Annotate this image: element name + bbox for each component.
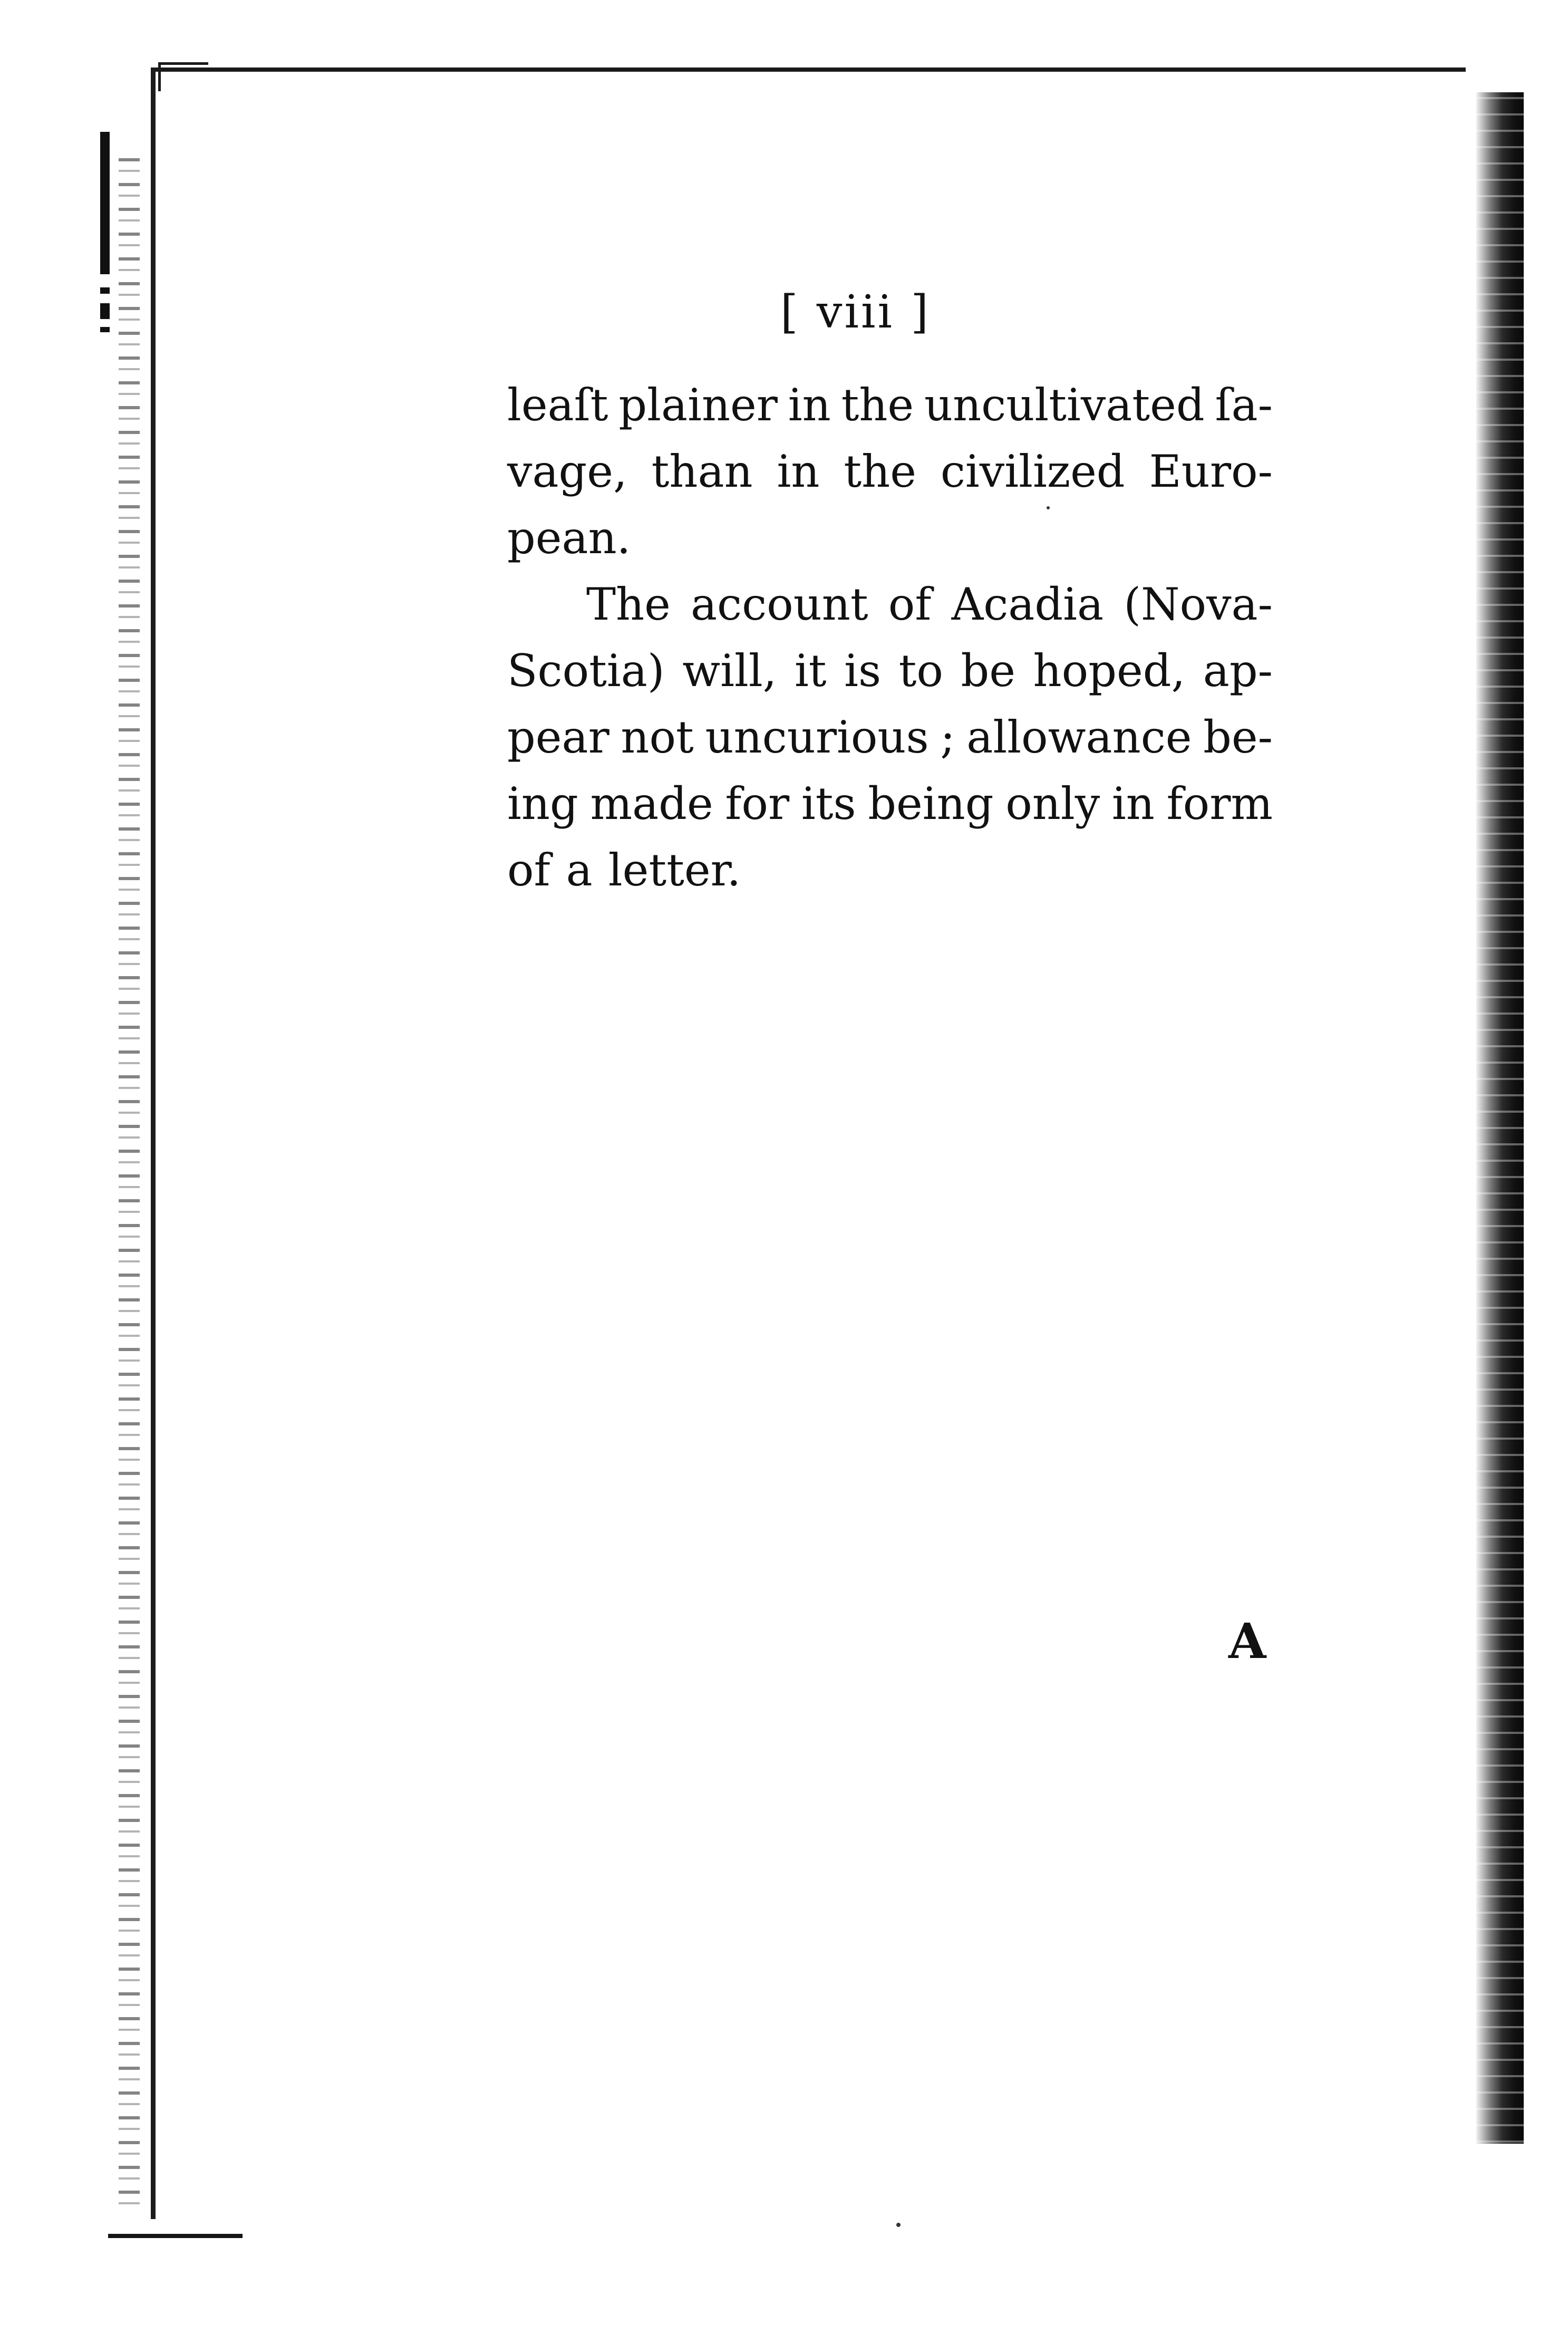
word: a <box>566 844 593 896</box>
word: made <box>590 778 713 830</box>
word: ; <box>940 711 955 763</box>
text-line-4 <box>507 571 1273 638</box>
word: only <box>1005 778 1100 830</box>
text-line-2 <box>507 438 1273 505</box>
word: in <box>788 379 831 431</box>
word: pean. <box>507 512 631 564</box>
catchword: A <box>1228 1613 1266 1670</box>
word: than <box>651 446 753 497</box>
word: it <box>794 645 827 697</box>
word: pear <box>507 711 609 763</box>
word: The <box>586 578 671 630</box>
word: form <box>1166 778 1273 830</box>
text-line-3 <box>507 505 1273 571</box>
word: be- <box>1203 711 1273 763</box>
word: uncultivated <box>924 379 1205 431</box>
word: being <box>868 778 994 830</box>
word: is <box>844 645 882 697</box>
word: Scotia) <box>507 645 665 697</box>
word: not <box>621 711 694 763</box>
word: its <box>801 778 856 830</box>
scan-speck <box>896 2223 901 2227</box>
page-number <box>780 286 991 339</box>
word: letter. <box>608 844 741 896</box>
page-number-label: [ viii ] <box>780 286 931 339</box>
scan-shadow-right <box>1476 92 1524 2144</box>
binding-mark <box>100 287 110 294</box>
word: be <box>961 645 1015 697</box>
word: the <box>844 446 916 497</box>
scan-corner-mark <box>158 62 208 91</box>
word: in <box>1111 778 1155 830</box>
word: (Nova- <box>1124 578 1273 630</box>
text-line-1 <box>507 372 1273 438</box>
word: ſa- <box>1215 379 1273 431</box>
word: vage, <box>507 446 627 497</box>
word: Euro- <box>1149 446 1273 497</box>
scan-border-left <box>151 68 156 2219</box>
binding-mark <box>100 327 110 332</box>
scan-noise-left <box>119 158 140 2215</box>
scan-border-top <box>153 68 1466 72</box>
word: uncurious <box>705 711 929 763</box>
text-line-8 <box>507 837 1273 903</box>
word: civilized <box>940 446 1125 497</box>
word: for <box>725 778 790 830</box>
body-text <box>507 372 1273 903</box>
text-line-5 <box>507 638 1273 704</box>
scan-border-bottom <box>108 2234 243 2238</box>
word: of <box>888 578 932 630</box>
word: to <box>898 645 943 697</box>
text-line-6 <box>507 704 1273 770</box>
word: allowance <box>966 711 1192 763</box>
word: plainer <box>618 379 778 431</box>
word: leaſt <box>507 379 608 431</box>
word: hoped, <box>1033 645 1186 697</box>
word: in <box>777 446 820 497</box>
binding-mark <box>100 132 110 274</box>
word: the <box>841 379 914 431</box>
binding-mark <box>100 303 110 319</box>
word: account <box>690 578 868 630</box>
word: ing <box>507 778 578 830</box>
word: of <box>507 844 550 896</box>
word: Acadia <box>951 578 1104 630</box>
word: ap- <box>1203 645 1273 697</box>
text-line-7 <box>507 770 1273 837</box>
word: will, <box>682 645 777 697</box>
